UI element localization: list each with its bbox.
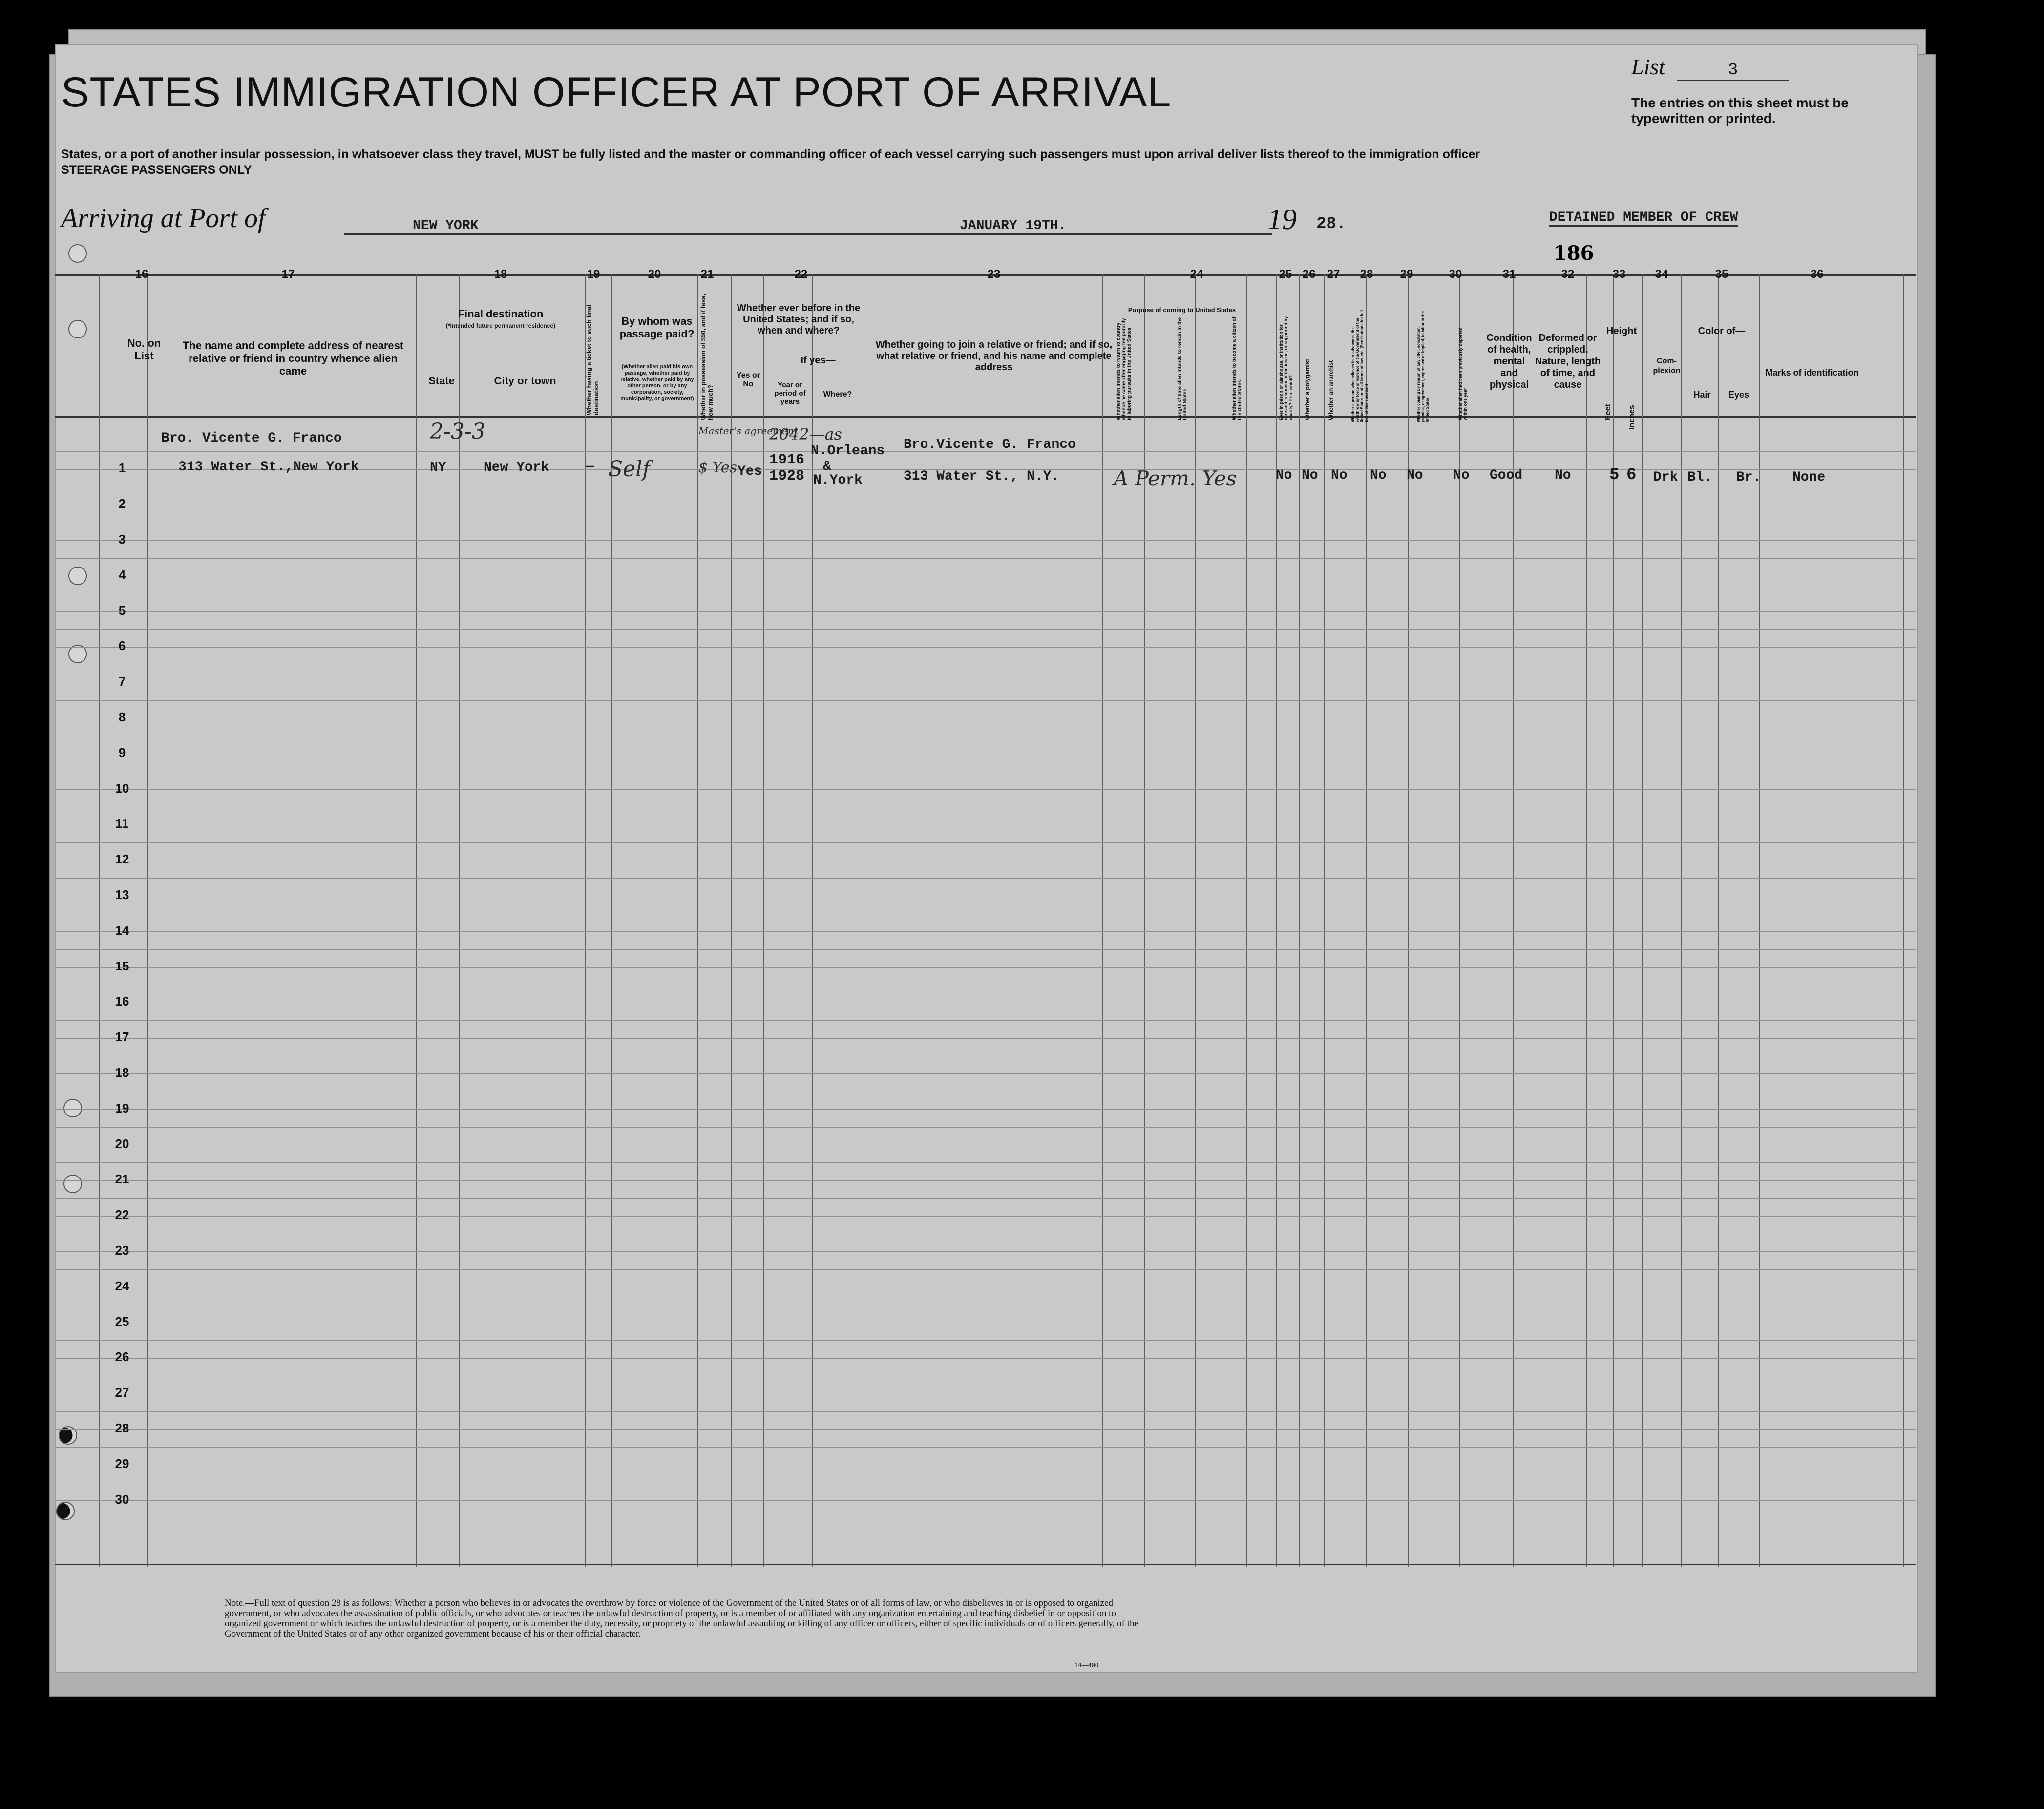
row-rule bbox=[55, 1162, 1916, 1163]
column-rule bbox=[416, 274, 417, 1567]
column-rule bbox=[1366, 274, 1367, 1567]
header-inches: Inches bbox=[1628, 405, 1636, 430]
column-rule bbox=[697, 274, 698, 1567]
where-first: N.Orleans bbox=[811, 443, 885, 459]
column-rule bbox=[812, 274, 813, 1567]
before-yes-no: Yes bbox=[738, 464, 762, 479]
destination-city: New York bbox=[484, 460, 549, 475]
purpose-handwriting: A Perm. Yes bbox=[1114, 466, 1237, 490]
column-number: 22 bbox=[794, 268, 808, 281]
column-number: 35 bbox=[1715, 268, 1728, 281]
row-number: 26 bbox=[115, 1349, 129, 1364]
header-purpose-length: Length of time alien intends to remain in the United States bbox=[1177, 317, 1188, 420]
punch-hole bbox=[68, 244, 87, 263]
row-number: 25 bbox=[115, 1314, 129, 1329]
header-marks: Marks of identification bbox=[1765, 368, 1859, 378]
deported-value: No bbox=[1453, 468, 1470, 483]
column-number: 25 bbox=[1279, 268, 1292, 281]
row-number: 24 bbox=[115, 1279, 129, 1293]
column-number: 20 bbox=[648, 268, 661, 281]
row-rule bbox=[55, 1447, 1916, 1448]
column-number: 34 bbox=[1655, 268, 1668, 281]
column-rule bbox=[99, 274, 100, 1567]
relative-name: Bro. Vicente G. Franco bbox=[161, 431, 342, 446]
row-rule bbox=[55, 1020, 1916, 1021]
column-number: 33 bbox=[1612, 268, 1626, 281]
header-color-of: Color of— bbox=[1698, 326, 1746, 337]
q29-value: No bbox=[1407, 468, 1423, 483]
join-name: Bro.Vicente G. Franco bbox=[904, 437, 1076, 452]
column-rule bbox=[1324, 274, 1325, 1567]
row-number: 16 bbox=[115, 994, 129, 1009]
height-feet: 5 bbox=[1609, 466, 1620, 484]
row-rule bbox=[55, 1429, 1916, 1430]
row-rule bbox=[55, 1251, 1916, 1252]
footnote: Note.—Full text of question 28 is as follows: Whether a person who believes in or advocates the overthrow by force or violence of the Government of the United States or of all forms of law, or who disbelieves in or is opposed to organized government, or who advocates the assassination of public officials, or who advocates or teaches the unlawful destruction of property, or is a member of or affiliated with any organization entertaining and teaching disbelief in or opposition to organized government or which teaches the unlawful destruction of property, or is a member the duty, necessity, or propriety of the unlawful assaulting or killing of any officer or officers, either of specific individuals or of officers generally, of the Government of the United States or of any other organized government because of his or their official character. bbox=[225, 1598, 1138, 1639]
header-purpose-citizen: Whether alien intends to become a citizen of the United States bbox=[1232, 316, 1243, 420]
column-number: 31 bbox=[1502, 268, 1516, 281]
header-hair: Hair bbox=[1693, 390, 1711, 400]
row-number: 5 bbox=[118, 603, 126, 618]
q28-value: No bbox=[1370, 468, 1387, 483]
header-health: Condition of health, mental and physical bbox=[1486, 333, 1532, 390]
column-rule bbox=[1299, 274, 1300, 1567]
header-feet: Feet bbox=[1604, 404, 1612, 420]
port-value: NEW YORK bbox=[344, 218, 989, 235]
marks-value: None bbox=[1792, 470, 1826, 485]
row-rule bbox=[55, 1198, 1916, 1199]
health-value: Good bbox=[1490, 468, 1523, 483]
page-title: STATES IMMIGRATION OFFICER AT PORT OF ARRIVAL bbox=[61, 69, 1172, 116]
row-rule bbox=[55, 931, 1916, 932]
prison-value: No bbox=[1276, 468, 1292, 483]
row-number: 30 bbox=[115, 1492, 129, 1507]
where-second: N.York bbox=[813, 473, 863, 488]
row-rule bbox=[55, 789, 1916, 790]
form-number: 14—490 bbox=[1075, 1662, 1099, 1669]
column-rule bbox=[1903, 274, 1904, 1567]
column-number: 32 bbox=[1561, 268, 1575, 281]
row-rule bbox=[55, 1358, 1916, 1359]
row-number: 4 bbox=[118, 568, 126, 582]
header-final-destination: Final destination bbox=[458, 308, 544, 320]
list-label: List bbox=[1631, 54, 1665, 79]
header-join-relative: Whether going to join a relative or friend; and if so, what relative or friend, and his name and complete address bbox=[875, 339, 1113, 373]
header-q28: Whether a person who believes in or advocates the overthrow by force or violence of the Government of the United States or of all forms of law, etc. (See footnote for full text of this question) bbox=[1351, 310, 1369, 422]
complexion-value: Drk bbox=[1653, 470, 1678, 485]
column-number: 19 bbox=[587, 268, 600, 281]
column-number: 29 bbox=[1400, 268, 1413, 281]
row-number: 6 bbox=[118, 638, 126, 653]
row-rule bbox=[55, 878, 1916, 879]
header-polygamist: Whether a polygamist bbox=[1304, 359, 1311, 420]
row-number: 23 bbox=[115, 1243, 129, 1258]
header-prison: Ever in prison or almshouse, or institution for care and treatment of the insane, or supported by charity? If so, which? bbox=[1279, 316, 1293, 420]
row-rule bbox=[55, 629, 1916, 630]
row-rule bbox=[55, 949, 1916, 950]
column-rule bbox=[1681, 274, 1682, 1567]
column-rule bbox=[1246, 274, 1247, 1567]
anarchist-value: No bbox=[1331, 468, 1348, 483]
column-number: 21 bbox=[700, 268, 714, 281]
row-rule bbox=[55, 842, 1916, 843]
row-number: 22 bbox=[115, 1207, 129, 1222]
row-number: 1 bbox=[118, 461, 126, 475]
column-number: 16 bbox=[135, 268, 148, 281]
passage-paid-signature: Self bbox=[608, 457, 651, 482]
eyes-value: Br. bbox=[1736, 470, 1761, 485]
relative-address: 313 Water St.,New York bbox=[178, 460, 359, 475]
column-rule bbox=[1759, 274, 1760, 1567]
header-q29: Whether coming by reason of any offer, solicitation, promise, or agreement, expressed or implied, to labor in the United States bbox=[1416, 311, 1430, 422]
deformed-value: No bbox=[1555, 468, 1571, 483]
row-rule bbox=[55, 967, 1916, 968]
column-number: 18 bbox=[494, 268, 507, 281]
money-value: $ Yes bbox=[698, 459, 737, 476]
column-rule bbox=[763, 274, 764, 1567]
money-note: Master's agreement bbox=[698, 425, 798, 437]
header-city: City or town bbox=[494, 375, 556, 387]
handwritten-note: 2042—as bbox=[769, 425, 842, 443]
height-inches: 6 bbox=[1626, 466, 1637, 484]
row-number: 7 bbox=[118, 674, 126, 689]
column-number: 26 bbox=[1302, 268, 1316, 281]
header-if-yes: If yes— bbox=[801, 355, 836, 366]
detained-stamp: DETAINED MEMBER OF CREW bbox=[1549, 210, 1738, 227]
header-money: Whether in possession of $50, and if less, how much? bbox=[699, 294, 714, 420]
year-suffix: 28. bbox=[1316, 215, 1347, 233]
header-eyes: Eyes bbox=[1728, 390, 1749, 400]
row-rule bbox=[55, 1269, 1916, 1270]
row-number: 10 bbox=[115, 781, 129, 796]
row-rule bbox=[55, 1180, 1916, 1181]
column-rule bbox=[1642, 274, 1643, 1567]
column-rule bbox=[1718, 274, 1719, 1567]
port-label: Arriving at Port of bbox=[61, 203, 266, 233]
header-height: Height bbox=[1606, 326, 1637, 337]
header-purpose-return: Whether alien intends to return to country whence he came after engaging temporarily in laboring pursuits in the United States bbox=[1116, 318, 1132, 420]
row-rule bbox=[55, 1340, 1916, 1341]
header-complexion: Com- plexion bbox=[1653, 357, 1681, 375]
intro-line: States, or a port of another insular possession, in whatsoever class they travel, MUST be fully listed and the master or commanding officer of each vessel carrying such passengers must upon arrival deliver lists thereof to the immigration officer bbox=[61, 147, 1480, 161]
list-number: 3 bbox=[1677, 61, 1789, 81]
row-rule bbox=[55, 1038, 1916, 1039]
polygamist-value: No bbox=[1302, 468, 1318, 483]
row-rule bbox=[55, 611, 1916, 612]
column-number: 27 bbox=[1327, 268, 1340, 281]
header-years: Year or period of years bbox=[774, 381, 806, 406]
handwritten-note: 2-3-3 bbox=[430, 419, 485, 444]
header-passage-paid: By whom was passage paid? bbox=[619, 315, 695, 340]
column-number: 23 bbox=[987, 268, 1001, 281]
join-address: 313 Water St., N.Y. bbox=[904, 469, 1060, 484]
hair-value: Bl. bbox=[1687, 470, 1712, 485]
row-number: 18 bbox=[115, 1065, 129, 1080]
row-number: 14 bbox=[115, 923, 129, 938]
row-number: 13 bbox=[115, 887, 129, 902]
column-number: 17 bbox=[281, 268, 295, 281]
header-passage-paid-sub: (Whether alien paid his own passage, whether paid by relative, whether paid by any other person, or by any corporation, society, municipality, or government) bbox=[620, 364, 694, 401]
header-ticket: Whether having a ticket to such final destination bbox=[585, 304, 600, 415]
ticket-value: — bbox=[586, 459, 594, 474]
row-number: 3 bbox=[118, 532, 126, 547]
row-number: 8 bbox=[118, 710, 126, 724]
row-rule bbox=[55, 1500, 1916, 1501]
row-number: 21 bbox=[115, 1172, 129, 1186]
header-relative-address: The name and complete address of nearest relative or friend in country whence alien came bbox=[182, 339, 404, 377]
where-ampersand: & bbox=[823, 459, 831, 474]
column-rule bbox=[1586, 274, 1587, 1567]
header-state: State bbox=[428, 375, 455, 387]
row-rule bbox=[55, 1411, 1916, 1412]
row-number: 19 bbox=[115, 1101, 129, 1115]
row-rule bbox=[55, 1109, 1916, 1110]
header-before-in-us: Whether ever before in the United States; and if so, when and where? bbox=[737, 303, 861, 336]
column-rule bbox=[585, 274, 586, 1567]
row-rule bbox=[55, 1127, 1916, 1128]
list-block bbox=[1631, 54, 1861, 126]
header-purpose: Purpose of coming to United States bbox=[1128, 306, 1236, 314]
arrival-date: JANUARY 19TH. bbox=[930, 218, 1272, 235]
years-first: 1916 bbox=[769, 452, 805, 468]
row-number: 20 bbox=[115, 1136, 129, 1151]
row-number: 15 bbox=[115, 959, 129, 973]
intro-text bbox=[61, 147, 1585, 178]
header-anarchist: Whether an anarchist bbox=[1328, 360, 1334, 420]
column-number: 24 bbox=[1190, 268, 1203, 281]
header-deformed: Deformed or crippled. Nature, length of time, and cause bbox=[1535, 333, 1601, 390]
row-number: 27 bbox=[115, 1385, 129, 1400]
years-second: 1928 bbox=[769, 468, 805, 484]
row-rule bbox=[55, 558, 1916, 559]
column-rule bbox=[459, 274, 460, 1567]
row-number: 2 bbox=[118, 496, 126, 511]
header-bottom-rule bbox=[55, 416, 1916, 418]
table-bottom-rule bbox=[55, 1564, 1916, 1565]
row-number: 11 bbox=[115, 816, 129, 831]
intro-line: STEERAGE PASSENGERS ONLY bbox=[61, 163, 252, 177]
column-number: 36 bbox=[1810, 268, 1824, 281]
year-prefix: 19 bbox=[1267, 203, 1297, 235]
header-yes-no: Yes or No bbox=[736, 371, 760, 388]
row-number: 12 bbox=[115, 852, 129, 866]
row-rule bbox=[55, 647, 1916, 648]
row-number: 17 bbox=[115, 1030, 129, 1044]
destination-state: NY bbox=[430, 460, 446, 475]
row-rule bbox=[55, 540, 1916, 541]
row-rule bbox=[55, 1073, 1916, 1074]
column-number: 30 bbox=[1449, 268, 1462, 281]
row-number: 28 bbox=[115, 1421, 129, 1435]
row-rule bbox=[55, 1216, 1916, 1217]
sheet-number: 186 bbox=[1553, 242, 1594, 265]
list-note: The entries on this sheet must be typewritten or printed. bbox=[1631, 95, 1849, 126]
column-rule bbox=[147, 274, 148, 1567]
header-deported: Whether alien had been previously deported within one year bbox=[1458, 327, 1468, 420]
column-rule bbox=[1102, 274, 1103, 1567]
row-number: 29 bbox=[115, 1456, 129, 1471]
row-rule bbox=[55, 700, 1916, 701]
column-number: 28 bbox=[1360, 268, 1373, 281]
header-no-on-list: No. on List bbox=[127, 337, 161, 362]
row-number: 9 bbox=[118, 745, 126, 760]
port-line bbox=[61, 203, 1741, 237]
header-where: Where? bbox=[823, 390, 852, 399]
header-final-destination-sub: (*Intended future permanent residence) bbox=[445, 322, 556, 329]
